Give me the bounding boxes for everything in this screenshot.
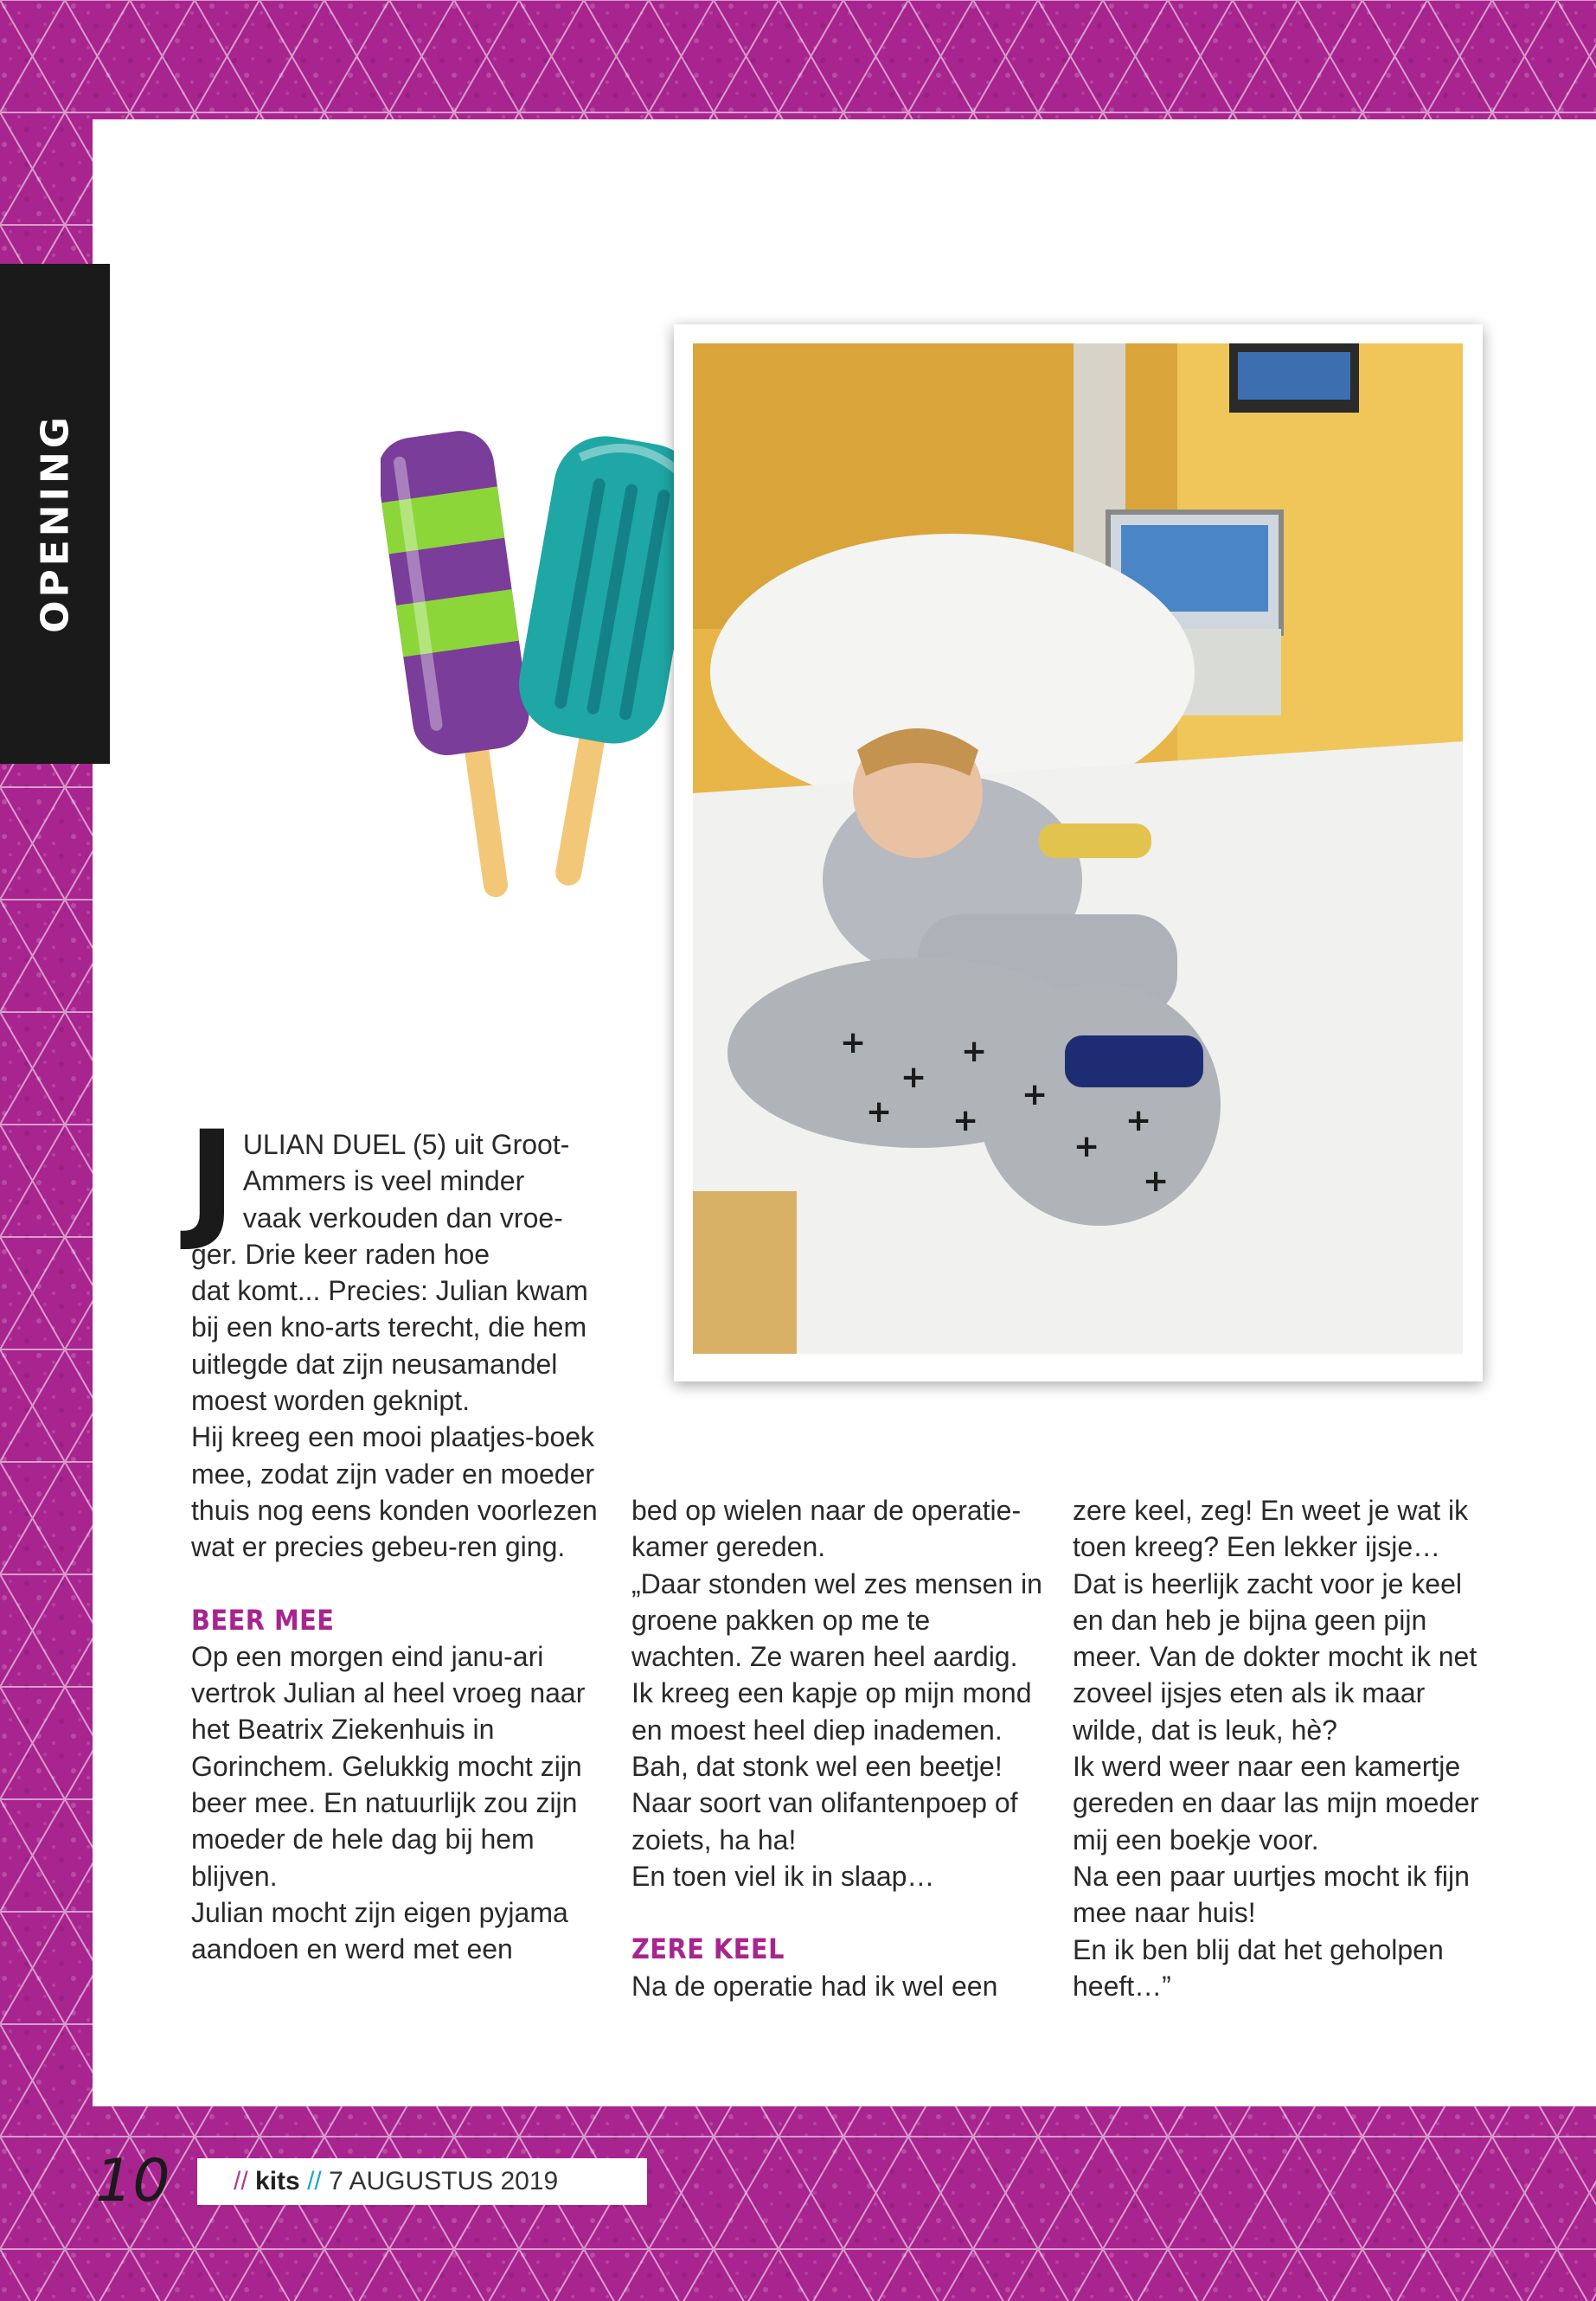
svg-text:+: + xyxy=(961,1034,988,1069)
dropcap: J xyxy=(188,1104,236,1254)
paragraph: zere keel, zeg! En weet je wat ik toen kreeg? Een lekker ijsje… xyxy=(1073,1495,1469,1563)
paragraph: Ik werd weer naar een kamertje gereden en daar las mijn moeder mij een boekje voor. xyxy=(1073,1751,1479,1856)
svg-text:+: + xyxy=(1125,1103,1152,1138)
paragraph: En ik ben blij dat het geholpen heeft…” xyxy=(1073,1933,1444,2002)
svg-text:+: + xyxy=(1022,1077,1048,1112)
paragraph: Na de operatie had ik wel een xyxy=(631,1970,998,2002)
footer-separator: // xyxy=(234,2167,248,2195)
paragraph: Na een paar uurtjes mocht ik fijn mee naar huis! xyxy=(1073,1860,1470,1929)
footer-brand: kits xyxy=(255,2167,300,2195)
footer-credit xyxy=(234,2163,558,2201)
paragraph: En toen viel ik in slaap… xyxy=(631,1860,935,1892)
section-tab-label: OPENING xyxy=(33,413,78,633)
svg-text:+: + xyxy=(1143,1163,1170,1199)
photo-frame xyxy=(674,324,1483,1381)
svg-text:+: + xyxy=(840,1025,867,1061)
paragraph: Hij kreeg een mooi plaatjes-boek mee, zodat zijn vader en moeder thuis nog eens konden voorlezen wat er precies gebeu-ren ging. xyxy=(191,1421,598,1563)
intro-line: Ammers is veel minder xyxy=(242,1165,525,1197)
svg-text:+: + xyxy=(866,1094,893,1130)
svg-text:+: + xyxy=(952,1103,979,1138)
intro-line: vaak verkouden dan vroe- xyxy=(242,1202,563,1234)
paragraph: Op een morgen eind janu-ari vertrok Julian al heel vroeg naar het Beatrix Ziekenhuis in Gorinchem. Gelukkig mocht zijn beer mee. En natuurlijk zou zijn moeder de hele dag bij hem blijven. xyxy=(191,1640,586,1892)
paragraph: bed op wielen naar de operatie-kamer gereden. xyxy=(631,1495,1022,1563)
paragraph: Julian mocht zijn eigen pyjama aandoen en werd met een xyxy=(191,1896,568,1965)
intro-line: ger. Drie keer raden hoe xyxy=(191,1238,490,1270)
page-number: 10 xyxy=(95,2147,170,2215)
article-column-3 xyxy=(1073,1492,1488,2004)
paragraph: „Daar stonden wel zes mensen in groene pakken op me te wachten. Ze waren heel aardig. Ik kreeg een kapje op mijn mond en moest heel diep inademen. Bah, dat stonk wel een beetje! Naar soort van olifantenpoep of zoiets, ha ha! xyxy=(631,1567,1042,1856)
intro-line: ULIAN DUEL (5) uit Groot- xyxy=(242,1129,570,1160)
subheading-zere-keel: ZERE KEEL xyxy=(631,1932,785,1966)
subheading-beer-mee: BEER MEE xyxy=(191,1603,335,1637)
svg-text:+: + xyxy=(1074,1129,1100,1164)
article-column-1 xyxy=(188,1104,606,1968)
paragraph: dat komt... Precies: Julian kwam bij een kno-arts terecht, die hem uitlegde dat zijn neusamandel moest worden geknipt. xyxy=(191,1275,588,1417)
footer-date: 7 AUGUSTUS 2019 xyxy=(329,2167,559,2195)
svg-text:+: + xyxy=(901,1060,927,1095)
paragraph: Dat is heerlijk zacht voor je keel en dan heb je bijna geen pijn meer. Van de dokter mocht ik net zoveel ijsjes eten als ik maar wilde, dat is leuk, hè? xyxy=(1073,1567,1477,1746)
footer-separator: // xyxy=(307,2167,322,2195)
article-column-2 xyxy=(631,1492,1047,2004)
hospital-photo xyxy=(693,343,1463,1354)
